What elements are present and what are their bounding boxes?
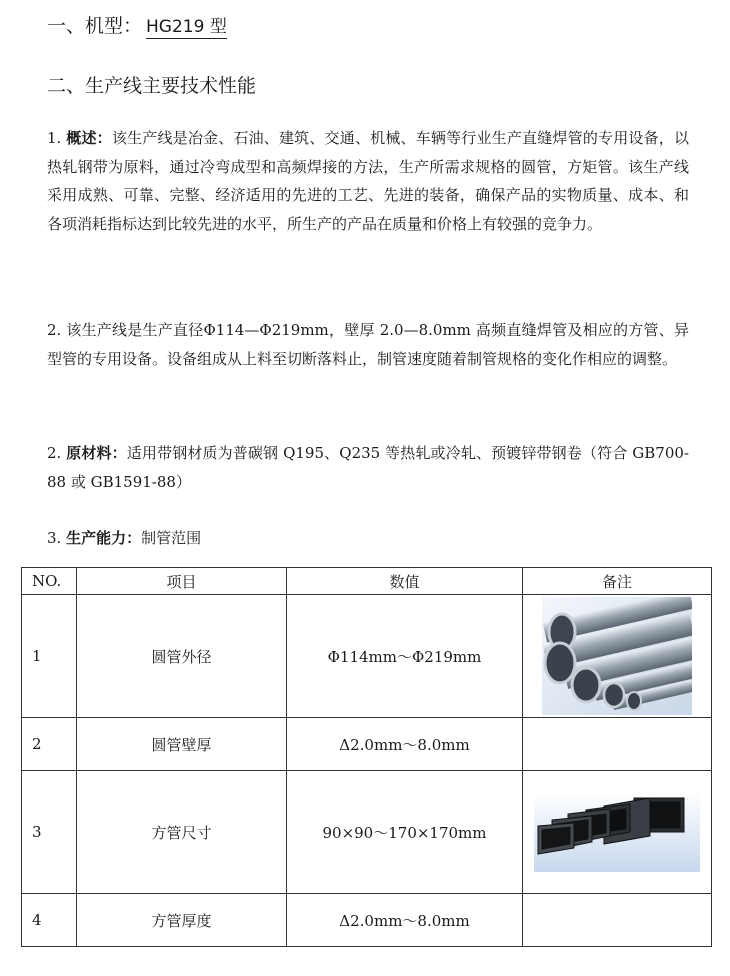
row-no: 2 (22, 718, 77, 771)
section-colon: ： (126, 529, 142, 547)
heading-model-label: 一、机型： (47, 15, 143, 37)
heading-model (47, 12, 227, 40)
row-value: Δ2.0mm～8.0mm (287, 894, 523, 947)
row-note (523, 894, 712, 947)
round-pipes-image (542, 597, 692, 715)
table-row (22, 718, 712, 771)
section-scope (47, 316, 689, 373)
section-title: 生产能力 (66, 529, 127, 547)
row-note (523, 595, 712, 718)
row-item: 方管厚度 (77, 894, 287, 947)
section-overview (47, 124, 689, 238)
row-value: Δ2.0mm～8.0mm (287, 718, 523, 771)
section-number: 3. (47, 529, 62, 547)
spec-table (21, 567, 712, 947)
section-colon: ： (111, 444, 127, 462)
table-header-row (22, 568, 712, 595)
header-item: 项目 (77, 568, 287, 595)
model-name: HG219 型 (146, 17, 227, 37)
section-number: 2. (47, 444, 62, 462)
row-value: 90×90～170×170mm (287, 771, 523, 894)
table-row (22, 595, 712, 718)
row-item: 圆管壁厚 (77, 718, 287, 771)
table-row (22, 894, 712, 947)
section-text: 该生产线是生产直径Φ114—Φ219mm，壁厚 2.0—8.0mm 高频直缝焊管及相应的方管、异型管的专用设备。设备组成从上料至切断落料止，制管速度随着制管规格的变化作相应的调整。 (47, 321, 689, 368)
row-no: 1 (22, 595, 77, 718)
section-title: 原材料 (66, 444, 112, 462)
row-value: Φ114mm～Φ219mm (287, 595, 523, 718)
section-title: 概述 (66, 129, 97, 147)
row-no: 4 (22, 894, 77, 947)
section-number: 1. (47, 129, 62, 147)
header-no: NO. (22, 568, 77, 595)
row-item: 圆管外径 (77, 595, 287, 718)
section-text: 适用带钢材质为普碳钢 Q195、Q235 等热轧或冷轧、预镀锌带钢卷（符合 GB700-88 或 GB1591-88） (47, 444, 689, 491)
table-row (22, 771, 712, 894)
heading-performance: 二、生产线主要技术性能 (47, 75, 257, 97)
row-item: 方管尺寸 (77, 771, 287, 894)
square-tubes-image (534, 792, 700, 872)
section-number: 2. (47, 321, 62, 339)
header-value: 数值 (287, 568, 523, 595)
row-note (523, 771, 712, 894)
section-capacity (47, 524, 201, 552)
section-colon: ： (96, 129, 112, 147)
section-text: 制管范围 (141, 529, 202, 547)
row-note (523, 718, 712, 771)
section-text: 该生产线是冶金、石油、建筑、交通、机械、车辆等行业生产直缝焊管的专用设备，以热轧钢带为原料，通过冷弯成型和高频焊接的方法，生产所需求规格的圆管，方矩管。该生产线采用成熟、可靠、完整、经济适用的先进的工艺、先进的装备，确保产品的实物质量、成本、和各项消耗指标达到比较先进的水平，所生产的产品在质量和价格上有较强的竞争力。 (47, 129, 689, 233)
row-no: 3 (22, 771, 77, 894)
header-note: 备注 (523, 568, 712, 595)
section-raw-material (47, 439, 689, 496)
